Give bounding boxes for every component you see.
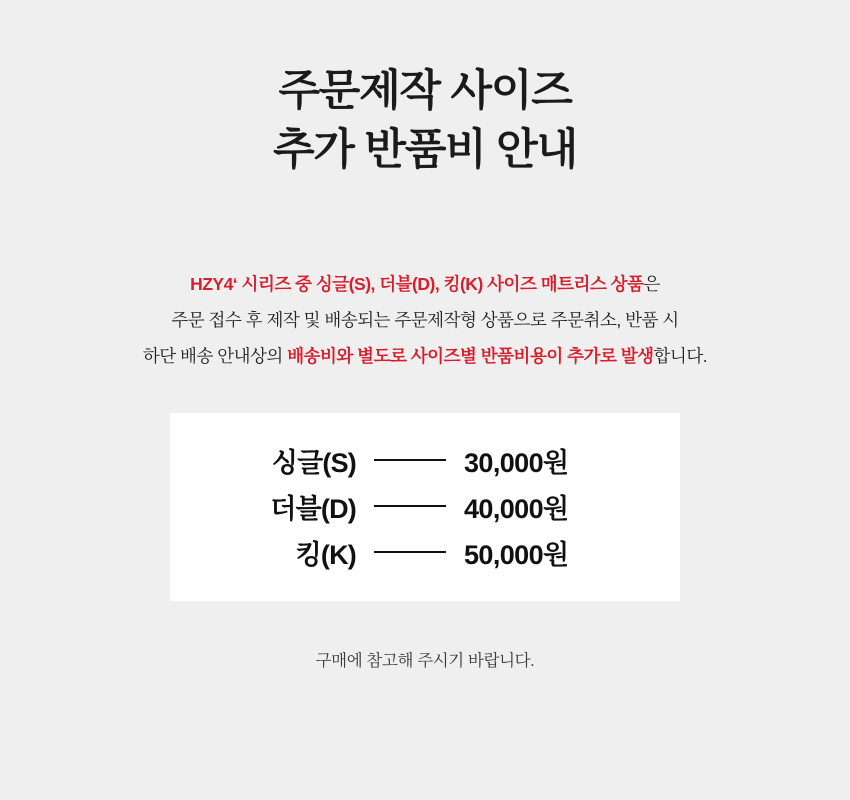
notice-paragraph xyxy=(143,267,707,375)
price-row-value: 40,000원 xyxy=(464,493,569,524)
page-title xyxy=(273,62,577,181)
footer-note: 구매에 참고해 주시기 바랍니다. xyxy=(315,652,535,671)
notice-line-1-tail: 은 xyxy=(643,274,660,295)
dash-icon xyxy=(356,505,464,507)
price-row-value: 30,000원 xyxy=(464,447,569,478)
notice-line-3-tail: 합니다. xyxy=(653,346,708,367)
dash-icon xyxy=(356,459,464,461)
price-table xyxy=(170,413,680,601)
price-row xyxy=(170,437,680,483)
page-title-line-2: 추가 반품비 안내 xyxy=(273,126,577,175)
price-row xyxy=(170,529,680,575)
notice-line-3-highlight: 배송비와 별도로 사이즈별 반품비용이 추가로 발생 xyxy=(287,346,654,367)
price-row-label: 싱글(S) xyxy=(271,447,356,478)
price-row-label: 킹(K) xyxy=(295,539,356,570)
dash-icon xyxy=(356,551,464,553)
price-row-value: 50,000원 xyxy=(464,539,569,570)
notice-line-3 xyxy=(143,339,707,375)
notice-line-1-highlight: HZY4‘ 시리즈 중 싱글(S), 더블(D), 킹(K) 사이즈 매트리스 상품 xyxy=(190,274,644,295)
page-title-line-1: 주문제작 사이즈 xyxy=(278,67,572,115)
notice-line-1 xyxy=(143,267,707,303)
notice-line-3-head: 하단 배송 안내상의 xyxy=(142,346,288,367)
price-row-label: 더블(D) xyxy=(270,493,356,524)
notice-line-2: 주문 접수 후 제작 및 배송되는 주문제작형 상품으로 주문취소, 반품 시 xyxy=(171,310,679,331)
price-row xyxy=(170,483,680,529)
